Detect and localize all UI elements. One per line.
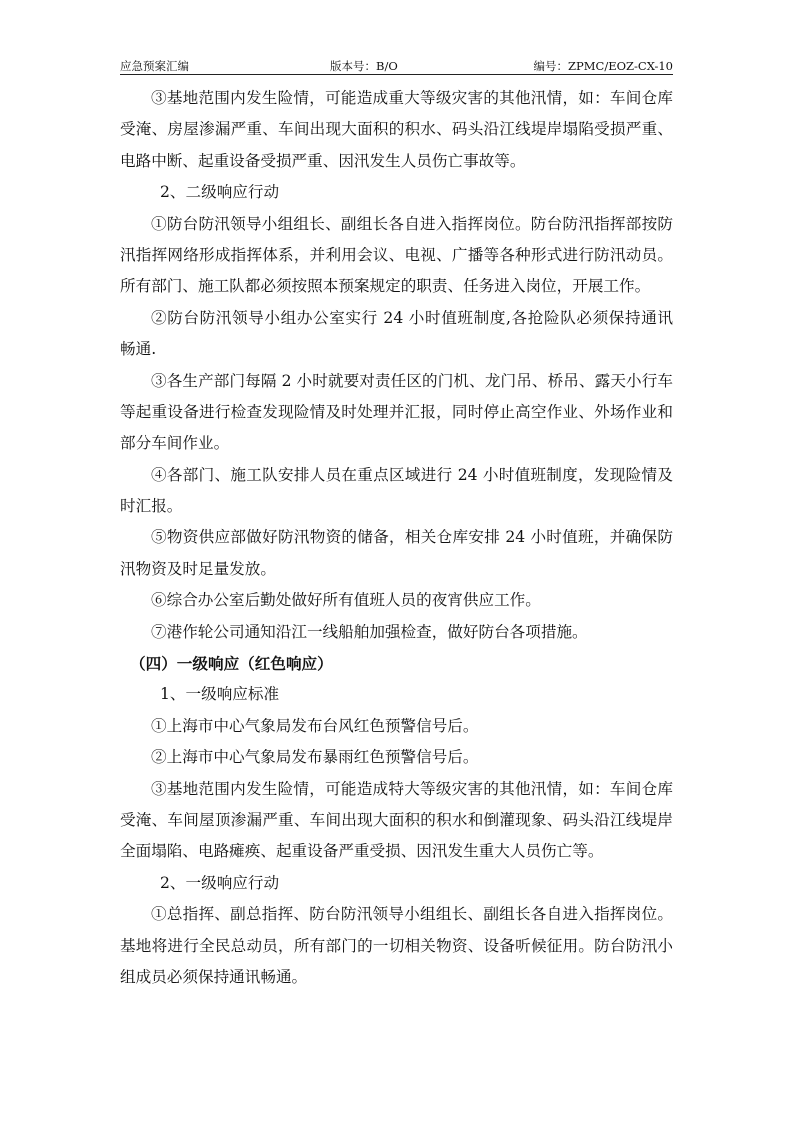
text-line: ②上海市中心气象局发布暴雨红色预警信号后。 (151, 748, 479, 767)
paragraph (120, 460, 673, 523)
document-body (120, 83, 673, 993)
text-line: ③各生产部门每隔 2 小时就要对责任区的门机、龙门吊、桥吊、露天小行车 (151, 371, 673, 390)
header-document-title: 应急预案汇编 (120, 59, 189, 73)
paragraph (120, 711, 673, 742)
paragraph (120, 83, 673, 177)
text-line: 受淹、房屋渗漏严重、车间出现大面积的积水、码头沿江线堤岸塌陷受损严重、 (120, 120, 673, 139)
text-line: ②防台防汛领导小组办公室实行 24 小时值班制度,各抢险队必须保持通讯 (151, 308, 673, 327)
text-line: ①防台防汛领导小组组长、副组长各自进入指挥岗位。防台防汛指挥部按防 (151, 214, 673, 233)
text-line: 基地将进行全民总动员，所有部门的一切相关物资、设备听候征用。防台防汛小 (120, 936, 673, 955)
text-line: ⑤物资供应部做好防汛物资的储备，相关仓库安排 24 小时值班，并确保防 (151, 528, 673, 547)
text-line: 电路中断、起重设备受损严重、因汛发生人员伤亡事故等。 (120, 151, 526, 170)
subsection-heading (120, 868, 673, 899)
text-line: ①总指挥、副总指挥、防台防汛领导小组组长、副组长各自进入指挥岗位。 (151, 905, 673, 924)
text-line: 部分车间作业。 (120, 434, 230, 453)
text-line: 所有部门、施工队都必须按照本预案规定的职责、任务进入岗位，开展工作。 (120, 277, 651, 296)
text-line: 组成员必须保持通讯畅通。 (120, 967, 308, 986)
page-header (120, 56, 673, 75)
text-line: （四）一级响应（红色响应） (130, 654, 333, 674)
text-line: ⑥综合办公室后勤处做好所有值班人员的夜宵供应工作。 (151, 591, 541, 610)
paragraph (120, 899, 673, 993)
text-line: ③基地范围内发生险情，可能造成重大等级灾害的其他汛情，如：车间仓库 (151, 89, 673, 107)
text-line: ④各部门、施工队安排人员在重点区域进行 24 小时值班制度，发现险情及 (151, 465, 673, 484)
text-line: ③基地范围内发生险情，可能造成特大等级灾害的其他汛情，如：车间仓库 (151, 779, 673, 798)
paragraph (120, 303, 673, 366)
paragraph (120, 585, 673, 616)
header-version: 版本号：B/O (330, 59, 398, 73)
subsection-heading (120, 679, 673, 710)
text-line: 畅通. (120, 340, 157, 359)
paragraph (120, 617, 673, 648)
text-line: ⑦港作轮公司通知沿江一线船舶加强检查，做好防台各项措施。 (151, 622, 588, 641)
paragraph (120, 522, 673, 585)
paragraph (120, 742, 673, 773)
text-line: 2、一级响应行动 (160, 873, 280, 892)
paragraph (120, 209, 673, 303)
text-line: 汛物资及时足量发放。 (120, 559, 276, 578)
text-line: 受淹、车间屋顶渗漏严重、车间出现大面积的积水和倒灌现象、码头沿江线堤岸 (120, 810, 673, 829)
paragraph (120, 774, 673, 868)
header-document-number: 编号：ZPMC/EOZ-CX-10 (533, 59, 673, 73)
text-line: 2、二级响应行动 (160, 183, 280, 202)
text-line: 全面塌陷、电路瘫痪、起重设备严重受损、因汛发生重大人员伤亡等。 (120, 842, 604, 861)
text-line: 等起重设备进行检查发现险情及时处理并汇报，同时停止高空作业、外场作业和 (120, 402, 673, 421)
section-heading (120, 648, 673, 679)
text-line: 时汇报。 (120, 497, 183, 516)
subsection-heading (120, 177, 673, 208)
text-line: 1、一级响应标准 (160, 685, 280, 704)
text-line: 汛指挥网络形成指挥体系，并利用会议、电视、广播等各种形式进行防汛动员。 (120, 245, 673, 264)
text-line: ①上海市中心气象局发布台风红色预警信号后。 (151, 716, 479, 735)
paragraph (120, 366, 673, 460)
